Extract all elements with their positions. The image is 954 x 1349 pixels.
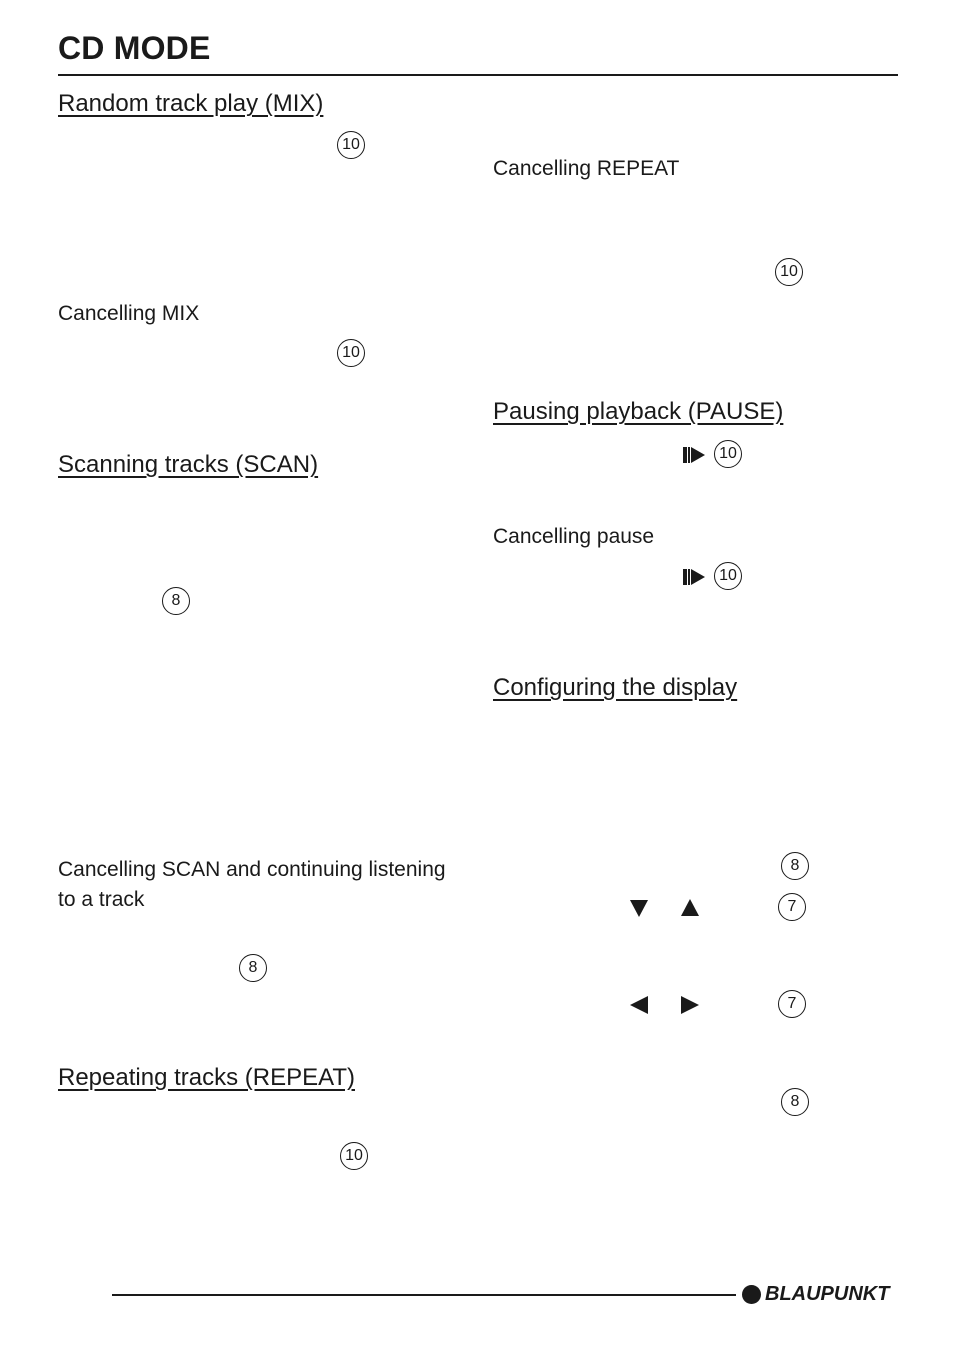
brand-logo — [742, 1282, 889, 1306]
cancel-pause-button-callout: 10 — [714, 562, 742, 590]
display-button-callout-1: 8 — [781, 852, 809, 880]
display-updown-button-callout: 7 — [778, 893, 806, 921]
repeat-heading: Repeating tracks (REPEAT) — [58, 1064, 355, 1091]
cancel-repeat-heading: Cancelling REPEAT — [493, 157, 680, 180]
scan-heading: Scanning tracks (SCAN) — [58, 451, 319, 478]
display-leftright-button-callout: 7 — [778, 990, 806, 1018]
triangle-left-icon — [629, 995, 649, 1015]
play-pause-icon — [683, 568, 707, 586]
triangle-down-icon — [629, 898, 649, 918]
triangle-right-icon — [680, 995, 700, 1015]
cancel-pause-heading: Cancelling pause — [493, 525, 655, 548]
page-title: CD MODE — [58, 30, 211, 66]
pause-heading: Pausing playback (PAUSE) — [493, 398, 784, 425]
logo-dot-icon — [742, 1285, 761, 1304]
footer-divider — [112, 1294, 736, 1296]
repeat-button-callout: 10 — [340, 1142, 368, 1170]
pause-button-callout: 10 — [714, 440, 742, 468]
mix-button-callout: 10 — [337, 131, 365, 159]
cancel-scan-heading: Cancelling SCAN and continuing listening to a track — [58, 858, 446, 911]
play-pause-icon — [683, 446, 707, 464]
cancel-repeat-button-callout: 10 — [775, 258, 803, 286]
brand-name: BLAUPUNKT — [765, 1282, 890, 1305]
scan-button-callout: 8 — [162, 587, 190, 615]
cancel-mix-button-callout: 10 — [337, 339, 365, 367]
cancel-mix-heading: Cancelling MIX — [58, 302, 200, 325]
display-heading: Configuring the display — [493, 674, 738, 701]
title-divider — [58, 74, 898, 76]
display-button-callout-2: 8 — [781, 1088, 809, 1116]
cancel-scan-button-callout: 8 — [239, 954, 267, 982]
mix-heading: Random track play (MIX) — [58, 90, 324, 117]
triangle-up-icon — [680, 898, 700, 918]
